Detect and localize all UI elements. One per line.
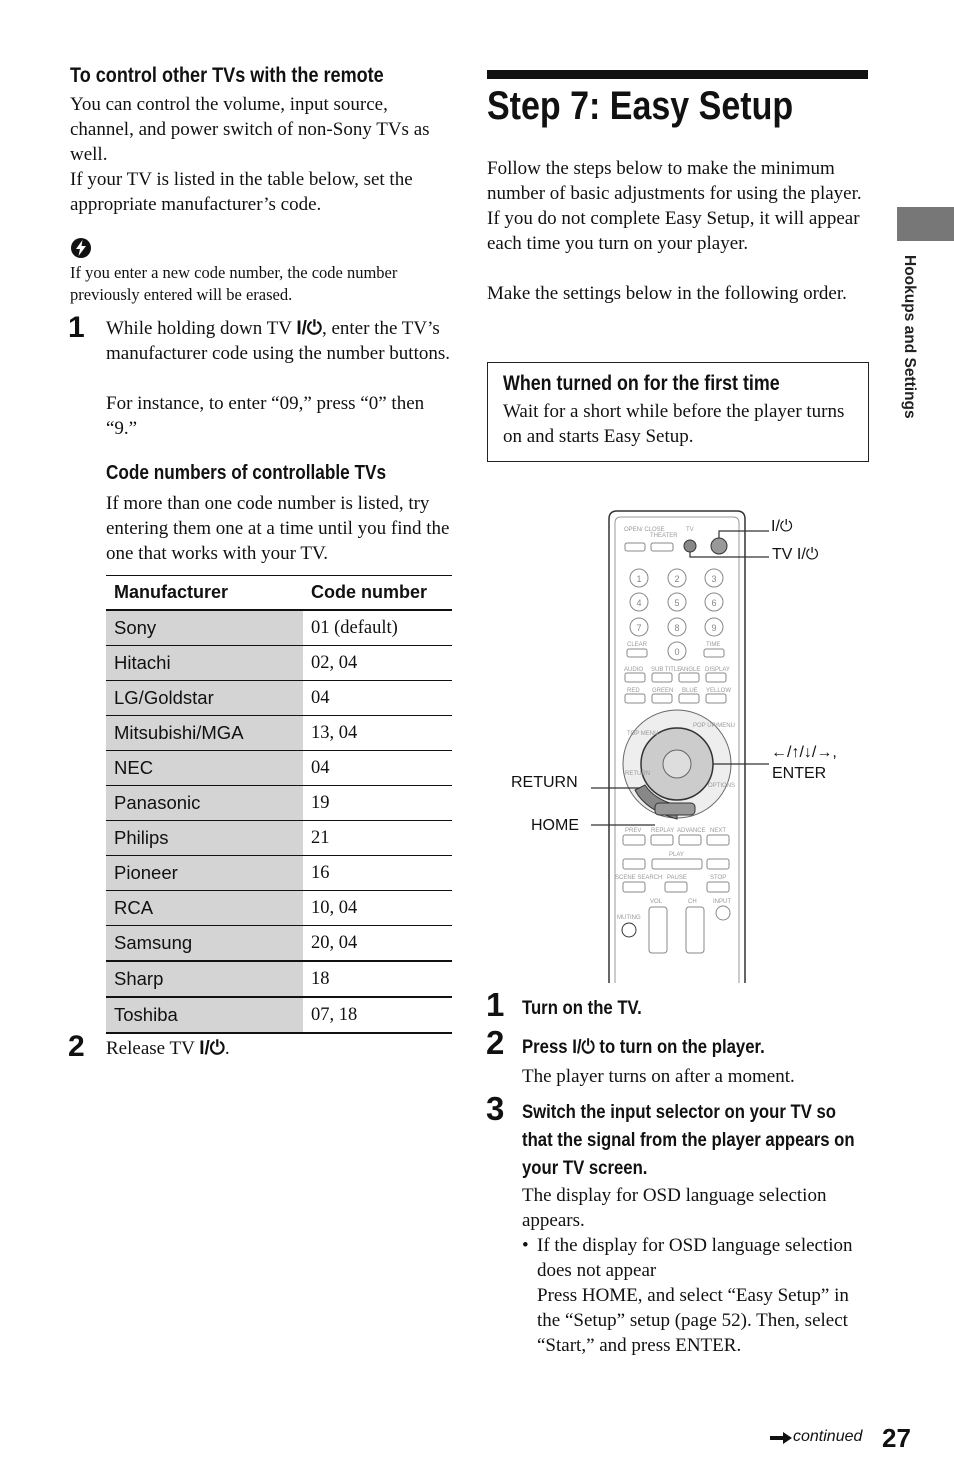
table-row: [106, 997, 452, 1033]
table-row: [106, 856, 452, 891]
manufacturer-cell: LG/Goldstar: [106, 681, 303, 716]
step-2-text: [106, 1036, 456, 1061]
remote-label-time: TIME: [706, 642, 721, 648]
code-cell: 19: [303, 786, 452, 821]
power-icon: I/⏻: [572, 1037, 595, 1058]
code-cell: 21: [303, 821, 452, 856]
continued-arrow-icon: [770, 1431, 792, 1445]
remote-label-options: OPTIONS: [708, 783, 736, 789]
setup-intro: Follow the steps below to make the minimum number of basic adjustments for using the player. If you do not complete Easy Setup, it will appear each time you turn on your player.: [487, 158, 862, 254]
code-cell: 04: [303, 681, 452, 716]
step-1-heading: Turn on the TV.: [522, 998, 642, 1019]
remote-label-display: DISPLAY: [705, 667, 730, 673]
table-row: [106, 786, 452, 821]
remote-label-play: PLAY: [669, 852, 684, 858]
code-cell: 13, 04: [303, 716, 452, 751]
step-2-desc: The player turns on after a moment.: [522, 1066, 795, 1087]
step-1-example: For instance, to enter “09,” press “0” then “9.”: [106, 393, 425, 439]
remote-label-scene-search: SCENE SEARCH: [615, 875, 663, 881]
step-number: 2: [486, 1024, 505, 1061]
remote-label-yellow: YELLOW: [706, 688, 732, 694]
manufacturer-cell: Pioneer: [106, 856, 303, 891]
svg-text:8: 8: [674, 623, 680, 633]
manufacturer-cell: Philips: [106, 821, 303, 856]
remote-label-vol: VOL: [650, 899, 663, 905]
callout-return: RETURN: [511, 774, 578, 791]
table-row: [106, 926, 452, 962]
table-row: [106, 610, 452, 646]
step-2-text-a: Release TV: [106, 1038, 195, 1059]
remote-label-home: HOME: [665, 809, 683, 815]
hint-note: If you enter a new code number, the code number previously entered will be erased.: [70, 263, 398, 304]
table-row: [106, 891, 452, 926]
remote-label-open-close: OPEN/ CLOSE: [624, 527, 665, 533]
bullet-instruction: Press HOME, and select “Easy Setup” in the “Setup” setup (page 52). Then, select “Start,” and press ENTER.: [537, 1285, 849, 1356]
remote-label-stop: STOP: [710, 875, 727, 881]
svg-text:1: 1: [636, 574, 642, 584]
code-cell: 18: [303, 961, 452, 997]
table-row: [106, 751, 452, 786]
remote-label-subtitle: SUB TITLE: [651, 667, 682, 673]
remote-label-clear: CLEAR: [627, 642, 648, 648]
svg-text:6: 6: [711, 598, 717, 608]
manufacturer-cell: Sony: [106, 610, 303, 646]
manufacturer-cell: Sharp: [106, 961, 303, 997]
table-row: [106, 681, 452, 716]
codes-intro: If more than one code number is listed, try entering them one at a time until you find the one that works with your TV.: [106, 493, 450, 564]
svg-text:4: 4: [636, 598, 642, 608]
code-cell: 16: [303, 856, 452, 891]
manufacturer-cell: Panasonic: [106, 786, 303, 821]
manufacturer-cell: Toshiba: [106, 997, 303, 1033]
remote-label-green: GREEN: [652, 688, 674, 694]
code-table: [106, 575, 452, 1034]
codes-heading: Code numbers of controllable TVs: [106, 462, 387, 484]
step-number: 1: [486, 986, 505, 1023]
remote-label-theater: THEATER: [650, 533, 678, 539]
remote-label-top-menu: TOP MENU: [627, 731, 659, 737]
callout-arrows: ←/↑/↓/→,: [771, 744, 837, 761]
code-cell: 04: [303, 751, 452, 786]
side-tab-marker: [897, 207, 954, 241]
remote-label-advance: ADVANCE: [677, 828, 706, 834]
remote-label-muting: MUTING: [617, 915, 641, 921]
step-number: 3: [486, 1090, 505, 1127]
step-1-text-a: While holding down TV: [106, 318, 292, 339]
title-rule: [487, 70, 868, 79]
power-icon: I/⏻: [296, 318, 322, 339]
remote-label-red: RED: [627, 688, 640, 694]
manufacturer-cell: Mitsubishi/MGA: [106, 716, 303, 751]
remote-label-audio: AUDIO: [624, 667, 644, 673]
code-cell: 10, 04: [303, 891, 452, 926]
step-2-heading: [522, 1034, 765, 1062]
code-cell: 01 (default): [303, 610, 452, 646]
remote-label-prev: PREV: [625, 828, 642, 834]
svg-text:5: 5: [674, 598, 680, 608]
remote-label-popup: POP UP/MENU: [693, 723, 735, 729]
intro-paragraph: You can control the volume, input source, channel, and power switch of non-Sony TVs as well.: [70, 94, 430, 165]
remote-label-replay: REPLAY: [651, 828, 675, 834]
code-cell: 20, 04: [303, 926, 452, 962]
manufacturer-cell: Samsung: [106, 926, 303, 962]
callout-enter: ENTER: [772, 765, 827, 782]
code-cell: 07, 18: [303, 997, 452, 1033]
step-3-desc: The display for OSD language selection appears.: [522, 1185, 827, 1231]
table-header: [106, 576, 452, 611]
callout-power: I/⏻: [771, 518, 793, 535]
continued-text: continued: [793, 1428, 863, 1445]
power-icon: I/⏻: [199, 1038, 225, 1059]
remote-label-return: RETURN: [625, 771, 650, 777]
callout-tv-power: TV I/⏻: [772, 546, 819, 563]
remote-label-tv: TV: [686, 527, 694, 533]
intro-paragraph-2: If your TV is listed in the table below, set the appropriate manufacturer’s code.: [70, 169, 413, 215]
svg-text:0: 0: [674, 647, 680, 657]
remote-label-ch: CH: [688, 899, 697, 905]
first-time-box: [487, 362, 869, 462]
step-2-heading-a: Press: [522, 1037, 568, 1058]
code-cell: 02, 04: [303, 646, 452, 681]
step-1-text: [106, 316, 456, 366]
manufacturer-cell: RCA: [106, 891, 303, 926]
table-row: [106, 646, 452, 681]
step-2-text-b: .: [224, 1038, 230, 1059]
remote-label-next: NEXT: [710, 828, 727, 834]
page-number: 27: [882, 1423, 911, 1453]
section-heading: To control other TVs with the remote: [70, 64, 384, 87]
svg-text:9: 9: [711, 623, 717, 633]
callout-home: HOME: [531, 817, 579, 834]
svg-text:7: 7: [636, 623, 642, 633]
box-text: Wait for a short while before the player turns on and starts Easy Setup.: [503, 401, 845, 447]
step-1-text-b: , enter the TV’s manufacturer code using the number buttons.: [106, 318, 451, 364]
step-3-heading: Switch the input selector on your TV so that the signal from the player appears on your TV screen.: [522, 1102, 855, 1179]
svg-text:3: 3: [711, 574, 717, 584]
side-tab-label: Hookups and Settings: [901, 255, 918, 419]
hint-icon: [70, 237, 92, 259]
bullet-condition: If the display for OSD language selection does not appear: [537, 1235, 853, 1281]
svg-text:2: 2: [674, 574, 680, 584]
box-title: When turned on for the first time: [503, 372, 780, 395]
col-code-number: Code number: [303, 576, 452, 611]
remote-label-pause: PAUSE: [667, 875, 687, 881]
table-row: [106, 961, 452, 997]
manufacturer-cell: NEC: [106, 751, 303, 786]
col-manufacturer: Manufacturer: [106, 576, 303, 611]
remote-label-angle: ANGLE: [680, 667, 701, 673]
bullet: •: [522, 1235, 529, 1256]
remote-label-blue: BLUE: [682, 688, 698, 694]
remote-label-input: INPUT: [713, 899, 731, 905]
step-number: 1: [68, 311, 85, 344]
table-row: [106, 821, 452, 856]
page-title: Step 7: Easy Setup: [487, 84, 794, 128]
manufacturer-cell: Hitachi: [106, 646, 303, 681]
step-2-heading-b: to turn on the player.: [599, 1037, 765, 1058]
step-number: 2: [68, 1030, 85, 1063]
setup-intro-2: Make the settings below in the following order.: [487, 283, 847, 304]
table-row: [106, 716, 452, 751]
